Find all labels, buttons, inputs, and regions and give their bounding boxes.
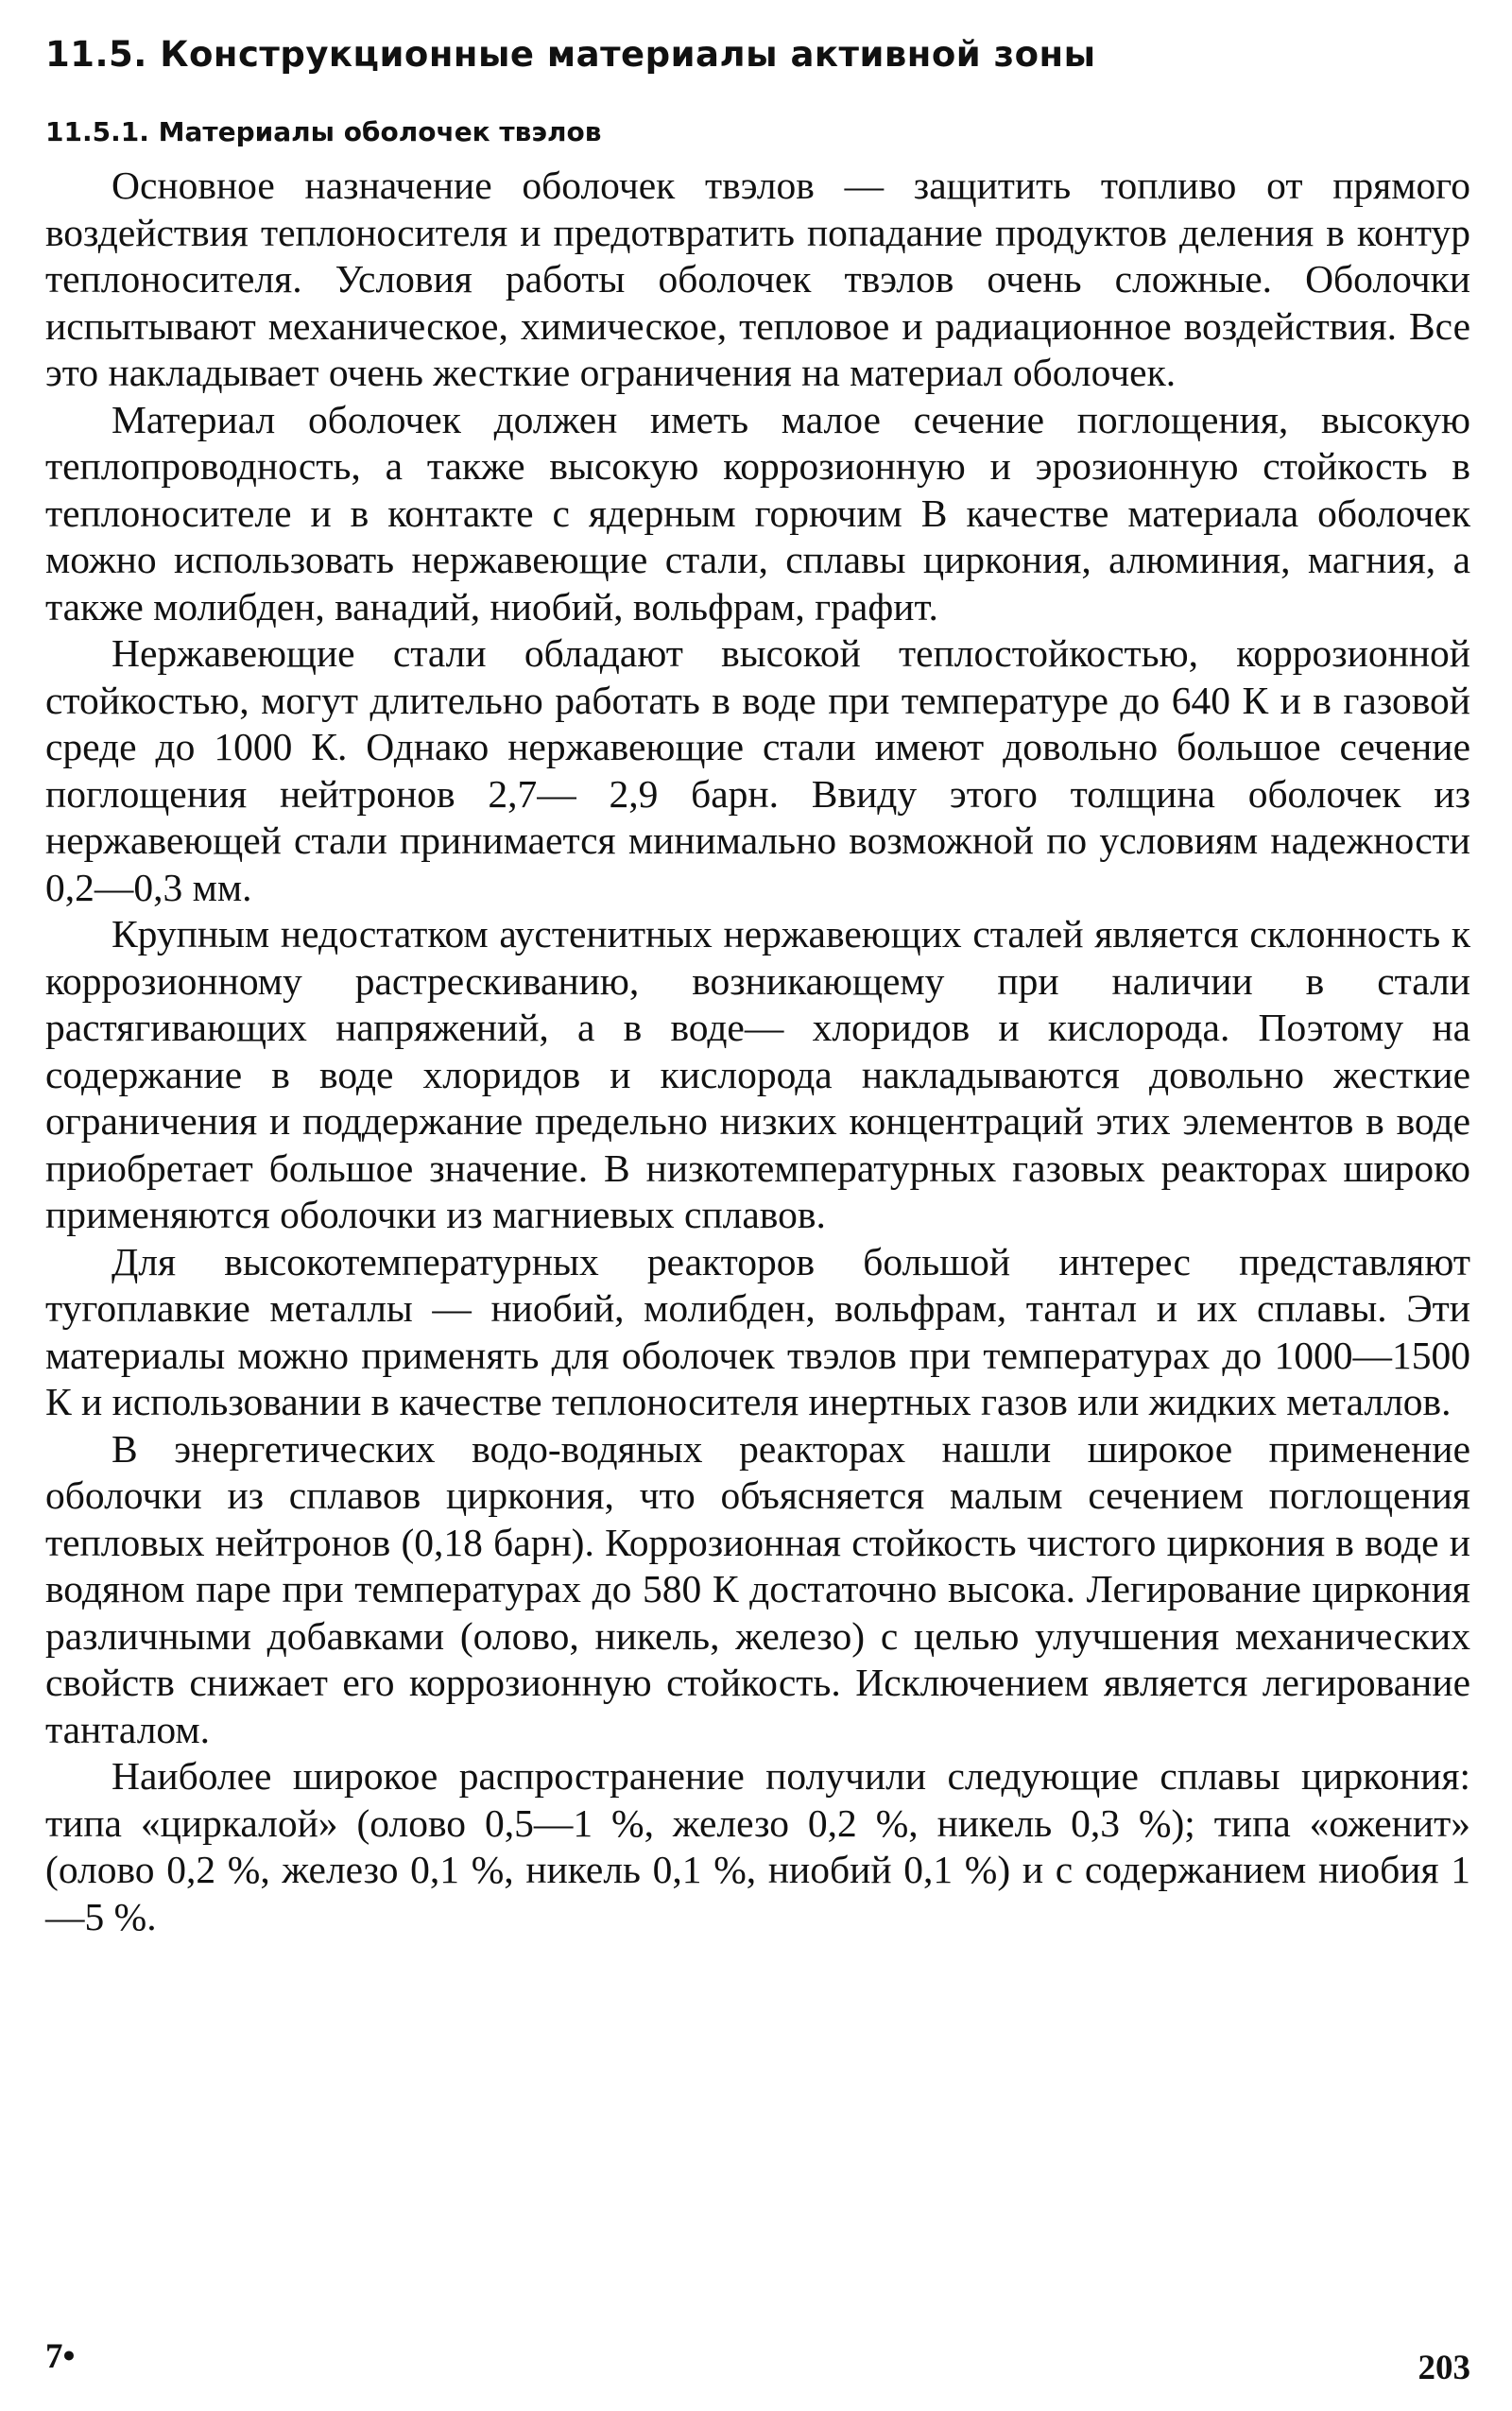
body-text <box>45 163 1470 1940</box>
book-page <box>45 32 1470 2387</box>
paragraph: Для высокотемпературных реакторов большой интерес представляют тугоплавкие металлы — ниобий, молибден, вольфрам, тантал и их сплавы. Эти материалы можно применять для оболочек твэлов при температурах до 1000—1500 К и использовании в качестве теплоносителя инертных газов или жидких металлов. <box>45 1239 1470 1423</box>
paragraph: Крупным недостатком аустенитных нержавеющих сталей является склонность к коррозионному растрескиванию, возникающему при наличии в стали растягивающих напряжений, а в воде— хлоридов и кислорода. Поэтому на содержание в воде хлоридов и кислорода накладываются довольно жесткие ограничения и поддержание предельно низких концентраций этих элементов в воде приобретает большое значение. В низкотемпературных газовых реакторах широко применяются оболочки из магниевых сплавов. <box>45 912 1470 1236</box>
paragraph: В энергетических водо-водяных реакторах нашли широкое применение оболочки из сплавов циркония, что объясняется малым сечением поглощения тепловых нейтронов (0,18 барн). Коррозионная стойкость чистого циркония в воде и водяном паре при температурах до 580 К достаточно высока. Легирование циркония различными добавками (олово, никель, железо) с целью улучшения механических свойств снижает его коррозионную стойкость. Исключением является легирование танталом. <box>45 1426 1470 1751</box>
paragraph: Наиболее широкое распространение получили следующие сплавы циркония: типа «циркалой» (олово 0,5—1 %, железо 0,2 %, никель 0,3 %); типа «оженит» (олово 0,2 %, железо 0,1 %, никель 0,1 %, ниобий 0,1 %) и с содержанием ниобия 1—5 %. <box>45 1754 1470 1938</box>
subsection-title: 11.5.1. Материалы оболочек твэлов <box>45 116 602 147</box>
page-number: 203 <box>1418 2349 1470 2387</box>
page-footer <box>45 2336 1470 2387</box>
signature-mark: 7• <box>45 2337 76 2376</box>
paragraph: Основное назначение оболочек твэлов — защитить топливо от прямого воздействия теплоносителя и предотвратить попадание продуктов деления в контур теплоносителя. Условия работы оболочек твэлов очень сложные. Оболочки испытывают механическое, химическое, тепловое и радиационное воздействия. Все это накладывает очень жесткие ограничения на материал оболочек. <box>45 164 1470 394</box>
paragraph: Нержавеющие стали обладают высокой теплостойкостью, коррозионной стойкостью, могут длительно работать в воде при температуре до 640 К и в газовой среде до 1000 К. Однако нержавеющие стали имеют довольно большое сечение поглощения нейтронов 2,7— 2,9 барн. Ввиду этого толщина оболочек из нержавеющей стали принимается минимально возможной по условиям надежности 0,2—0,3 мм. <box>45 631 1470 909</box>
section-title: 11.5. Конструкционные материалы активной зоны <box>45 34 1096 75</box>
paragraph: Материал оболочек должен иметь малое сечение поглощения, высокую теплопроводность, а также высокую коррозионную и эрозионную стойкость в теплоносителе и в контакте с ядерным горючим В качестве материала оболочек можно использовать нержавеющие стали, сплавы циркония, алюминия, магния, а также молибден, ванадий, ниобий, вольфрам, графит. <box>45 397 1470 629</box>
